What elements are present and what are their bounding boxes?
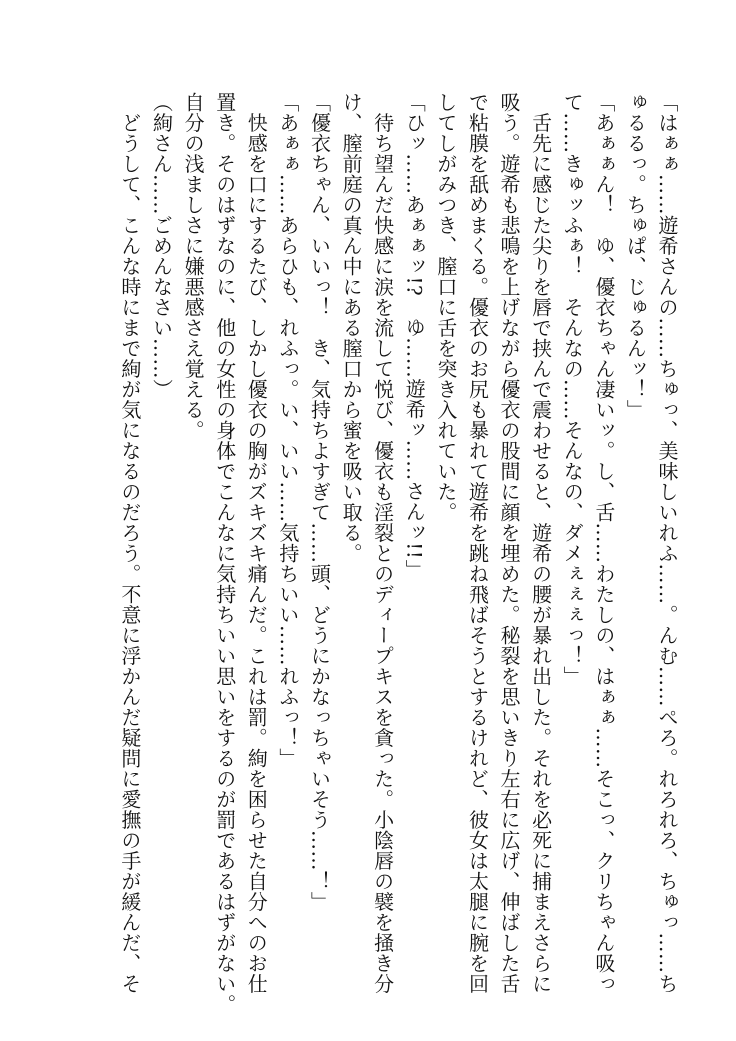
text-line: 「あぁぁん！ ゆ、優衣ちゃん凄いッ。し、舌……わたしの、はぁぁ……そこっ、クリちゃん吸っ — [591, 92, 616, 994]
text-line: て……きゅッふぁ！ そんなの……そんなの、ダメぇぇぇっ！」 — [560, 92, 585, 687]
text-line: 快感を口にするたび、しかし優衣の胸がズキズキ痛んだ。これは罰。絢を困らせた自分へのお仕 — [244, 92, 269, 994]
text-line: 自分の浅ましさに嫌悪感さえ覚える。 — [181, 92, 206, 441]
text-line: どうして、こんな時にまで絢が気になるのだろう。不意に浮かんだ疑問に愛撫の手が緩んだ、そ — [117, 92, 142, 994]
text-line: 「はぁぁ……遊希さんの……ちゅっ、美味しいれふ……。んむ……ぺろ。れろれろ、ちゅっ……ち — [655, 92, 679, 994]
text-line: け、膣前庭の真ん中にある膣口から蜜を吸い取る。 — [339, 92, 364, 564]
text-line: 「ひッ……あぁぁッ!? ゆ……遊希ッ……さんッ!!」 — [402, 92, 427, 580]
text-line: してしがみつき、膣口に舌を突き入れていた。 — [433, 92, 458, 523]
text-line: 置き。そのはずなのに、他の女性の身体でこんなに気持ちいい思いをするのが罰であるはずがない。 — [212, 92, 237, 1015]
text-line: 「優衣ちゃん、いいっ！ き、気持ちよすぎて……頭、どうにかなっちゃいそう……！」 — [307, 92, 332, 912]
text-line: 舌先に感じた尖りを唇で挟んで震わせると、遊希の腰が暴れ出した。それを必死に捕まえさらに — [528, 92, 553, 994]
text-line: （絢さん……ごめんなさい……） — [149, 92, 174, 400]
text-line: ゅるるっ。ちゅぱ、じゅるんッ！」 — [623, 92, 648, 420]
vertical-text-body — [113, 92, 682, 1015]
text-line: で粘膜を舐めまくる。優衣のお尻も暴れて遊希を跳ね飛ばそうとするけれど、彼女は太腿に腕を回 — [465, 92, 490, 994]
text-line: 「あぁぁ……あらひも、れふっ。い、いい……気持ちいい……れふっ！」 — [275, 92, 300, 769]
text-line: 待ち望んだ快感に涙を流して悦び、優衣も淫裂とのディープキスを貪った。小陰唇の襞を掻き分 — [370, 92, 395, 994]
text-line: 吸う。遊希も悲鳴を上げながら優衣の股間に顔を埋めた。秘裂を思いきり左右に広げ、伸ばした舌 — [497, 92, 522, 994]
